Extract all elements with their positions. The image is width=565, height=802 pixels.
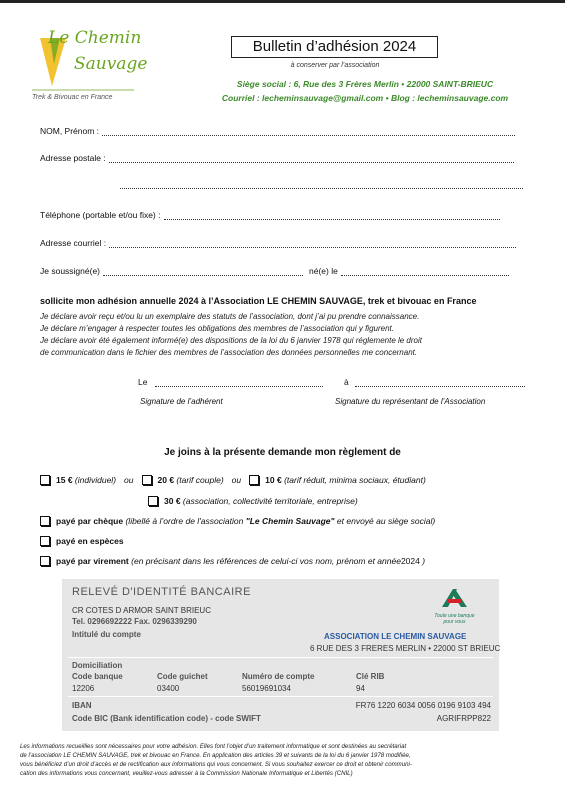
cheque-desc-b: et envoyé au siège social)	[336, 516, 436, 526]
payment-heading: Je joins à la présente demande mon règlement de	[164, 447, 401, 458]
telephone-field[interactable]	[40, 210, 500, 220]
rib-domiciliation-label: Domiciliation	[72, 661, 123, 670]
rib-bank-line: CR COTES D ARMOR SAINT BRIEUC	[72, 606, 211, 615]
rib-code-guichet: 03400	[157, 684, 180, 693]
rib-bic-label: Code BIC (Bank identification code) - code SWIFT	[72, 714, 261, 723]
checkbox-10[interactable]	[249, 475, 259, 485]
virement-desc: (en précisant dans les références de celui-ci vos nom, prénom et année	[131, 556, 401, 566]
credit-agricole-logo	[417, 585, 492, 625]
declaration-line-3: Je déclare avoir été également informé(e) des dispositions de la loi du 6 janvier 1978 qui réglemente le droit	[40, 336, 422, 345]
keep-note: à conserver par l’association	[290, 62, 380, 69]
ne-label: né(e) le	[309, 266, 338, 276]
ca-tagline-1: Toute une banque	[434, 613, 475, 619]
cheque-label: payé par chèque	[56, 516, 124, 526]
representant-signature-caption: Signature du représentant de l’Association	[335, 397, 486, 406]
virement-end: )	[422, 556, 426, 566]
sollicite-statement: sollicite mon adhésion annuelle 2024 à l’Association LE CHEMIN SAUVAGE, trek et bivouac en France	[40, 296, 477, 306]
credit-agricole-icon	[417, 585, 492, 615]
adresse-label: Adresse postale :	[40, 153, 106, 163]
virement-year: 2024	[400, 556, 420, 566]
cheque-row	[40, 516, 435, 526]
checkbox-virement[interactable]	[40, 556, 50, 566]
logo-text-line2: Sauvage	[74, 54, 148, 74]
declaration-line-2: Je déclare m’engager à respecter toutes les obligations des membres de l’association qui y figurent.	[40, 324, 394, 333]
nom-label: NOM, Prénom :	[40, 126, 100, 136]
footer-line-2: de l’association LE CHEMIN SAUVAGE, trek et bivouac en France. En application des articles 39 et suivants de la loi du 6 janvier 1978 modifiée,	[20, 752, 411, 759]
logo-text-line1: Le Chemin	[48, 28, 142, 48]
rib-account-name: ASSOCIATION LE CHEMIN SAUVAGE	[324, 632, 467, 641]
ne-input-line[interactable]	[341, 268, 509, 276]
adresse-field[interactable]	[40, 153, 514, 163]
rib-title: RELEVÉ D'IDENTITÉ BANCAIRE	[72, 586, 251, 598]
rib-panel	[62, 579, 499, 731]
rib-cle-label: Clé RIB	[356, 672, 385, 681]
soussigne-input-line[interactable]	[103, 268, 303, 276]
opt15-desc: (individuel)	[74, 475, 117, 485]
top-border	[0, 0, 565, 3]
nom-field[interactable]	[40, 126, 515, 136]
rib-divider-1	[68, 657, 493, 658]
cheque-name: "Le Chemin Sauvage"	[245, 516, 335, 526]
rib-num-compte-label: Numéro de compte	[242, 672, 315, 681]
rib-bic: AGRIFRPP822	[436, 714, 491, 723]
rib-divider-2	[68, 696, 493, 697]
courriel-label: Adresse courriel :	[40, 238, 107, 248]
rib-code-banque-label: Code banque	[72, 672, 123, 681]
especes-row	[40, 536, 124, 546]
rib-account-address: 6 RUE DES 3 FRERES MERLIN • 22000 ST BRIEUC	[310, 644, 501, 653]
le-label: Le	[138, 377, 148, 387]
soussigne-field[interactable]	[40, 266, 509, 276]
or-label-1: ou	[124, 475, 134, 485]
checkbox-30[interactable]	[148, 496, 158, 506]
especes-label: payé en espèces	[56, 536, 124, 546]
telephone-input-line[interactable]	[164, 212, 500, 220]
adresse-field-2[interactable]	[120, 181, 523, 189]
page-title: Bulletin d’adhésion 2024	[231, 36, 438, 58]
courriel-field[interactable]	[40, 238, 516, 248]
place-input-line[interactable]	[355, 379, 525, 387]
rib-code-banque: 12206	[72, 684, 95, 693]
footer-line-1: Les informations recueillies sont nécessaires pour votre adhésion. Elles font l’objet d’un traitement informatique et sont destinées au secrétariat	[20, 743, 407, 750]
date-input-line[interactable]	[155, 379, 323, 387]
declaration-line-1: Je déclare avoir reçu et/ou lu un exemplaire des statuts de l’association, dont j’ai pu prendre connaissance.	[40, 312, 420, 321]
place-field[interactable]	[344, 377, 525, 387]
declaration-line-4: de communication dans le fichier des membres de l’association des données personnelles me concernant.	[40, 348, 418, 357]
adresse-input-line-2[interactable]	[120, 181, 523, 189]
rib-intitule-label: Intitulé du compte	[72, 630, 141, 639]
rib-iban-label: IBAN	[72, 701, 92, 710]
telephone-label: Téléphone (portable et/ou fixe) :	[40, 210, 161, 220]
tarif-row-1	[40, 475, 426, 485]
rib-tel-fax: Tel. 0296692222 Fax. 0296339290	[72, 617, 197, 626]
adherent-signature-caption: Signature de l’adhérent	[140, 397, 223, 406]
opt20-amount: 20 €	[157, 475, 175, 485]
checkbox-15[interactable]	[40, 475, 50, 485]
association-logo	[26, 24, 148, 108]
date-field[interactable]	[138, 377, 323, 387]
siege-text: Siège social : 6, Rue des 3 Frères Merlin • 22000 SAINT-BRIEUC	[236, 79, 494, 89]
contact-text: Courriel : lecheminsauvage@gmail.com • Blog : lecheminsauvage.com	[221, 93, 509, 103]
logo-tagline: Trek & Bivouac en France	[32, 94, 113, 101]
rib-iban: FR76 1220 6034 0056 0196 9103 494	[355, 701, 491, 710]
soussigne-label: Je soussigné(e)	[40, 266, 101, 276]
checkbox-cheque[interactable]	[40, 516, 50, 526]
opt30-desc: (association, collectivité territoriale, entreprise)	[182, 496, 358, 506]
courriel-input-line[interactable]	[109, 240, 516, 248]
or-label-2: ou	[231, 475, 242, 485]
opt30-amount: 30 €	[164, 496, 181, 506]
checkbox-20[interactable]	[142, 475, 152, 485]
contact-line	[160, 93, 565, 103]
virement-row	[40, 556, 425, 566]
nom-input-line[interactable]	[102, 128, 515, 136]
credit-agricole-tagline	[417, 613, 492, 625]
opt10-amount: 10 €	[265, 475, 282, 485]
footer-line-3: vous bénéficiez d’un droit d’accès et de rectification aux informations qui vous concernent. Si vous souhaitez exercer ce droit et obtenir communi-	[20, 761, 412, 768]
adresse-input-line-1[interactable]	[109, 155, 514, 163]
rib-code-guichet-label: Code guichet	[157, 672, 208, 681]
opt10-desc: (tarif réduit, minima sociaux, étudiant)	[284, 475, 426, 485]
ca-tagline-2: pour vous	[443, 619, 466, 625]
cheque-desc-a: (libellé à l’ordre de l'association	[125, 516, 244, 526]
opt15-amount: 15 €	[56, 475, 73, 485]
checkbox-especes[interactable]	[40, 536, 50, 546]
tarif-row-2	[148, 496, 358, 506]
virement-label: payé par virement	[56, 556, 129, 566]
siege-social	[160, 79, 565, 89]
cnil-footer	[20, 742, 550, 778]
rib-num-compte: 56019691034	[242, 684, 291, 693]
opt20-desc: (tarif couple)	[176, 475, 224, 485]
rib-cle: 94	[356, 684, 365, 693]
footer-line-4: cation des informations vous concernant, veuillez-vous adresser à la Commission Nationale Informatique et Libertés (CNIL)	[20, 770, 353, 777]
a-label: à	[344, 377, 349, 387]
